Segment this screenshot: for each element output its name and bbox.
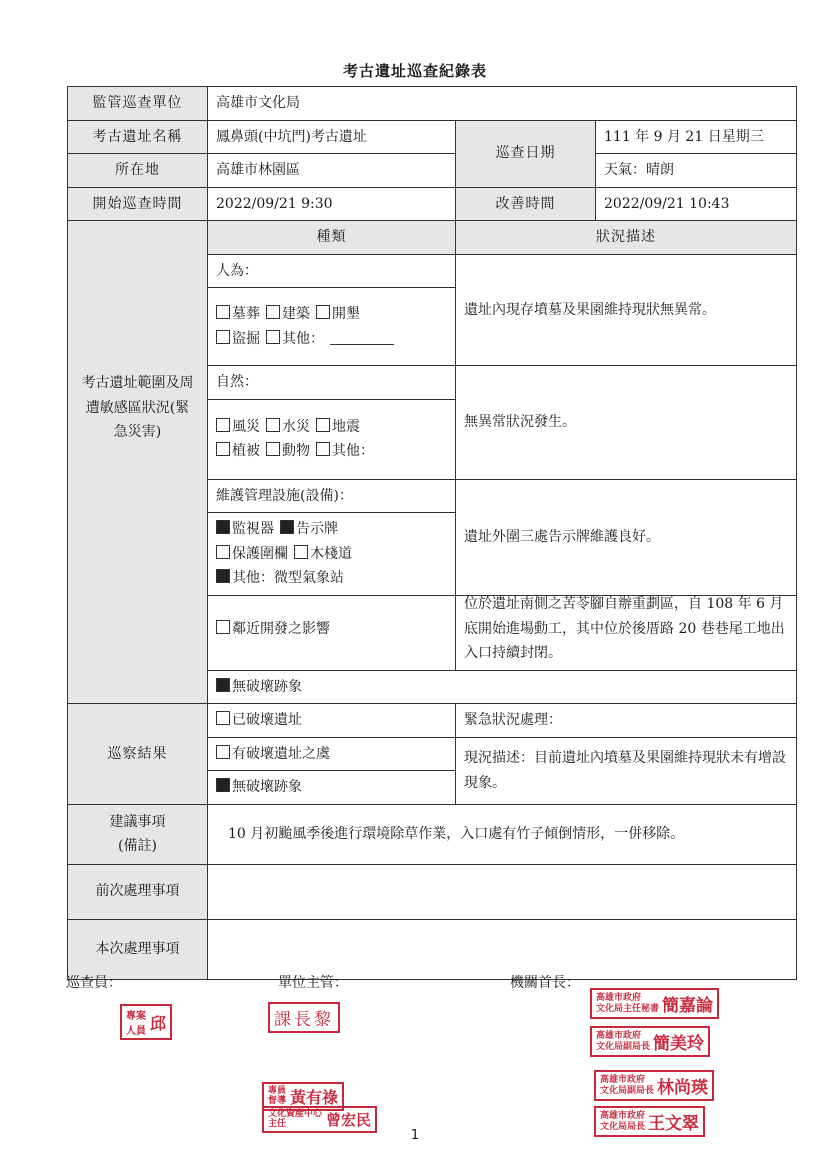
supervisor-seal-2: 專員 督導 黃有祿: [262, 1082, 344, 1111]
head-seal-4: 高雄市政府 文化局局長 王文翠: [594, 1106, 705, 1137]
page-number: 1: [410, 1128, 420, 1143]
option-checkbox[interactable]: [294, 545, 308, 559]
unit-value: 高雄市文化局: [208, 87, 797, 121]
weather-value: 天氣：晴朗: [596, 154, 797, 188]
location-value: 高雄市林園區: [208, 154, 456, 188]
form-title: 考古遺址巡查紀錄表: [342, 62, 487, 80]
option: 動物: [266, 443, 310, 459]
head-seal-3: 高雄市政府 文化局副局長 林尚瑛: [594, 1070, 714, 1101]
prev-value: [208, 864, 797, 919]
no-trace-checkbox[interactable]: [216, 778, 230, 792]
option-checkbox[interactable]: [216, 305, 230, 319]
location-label: 所在地: [68, 154, 208, 188]
option: 地震: [316, 419, 360, 435]
emergency-label: 緊急狀況處理：: [456, 704, 797, 738]
option: 建築: [266, 306, 310, 322]
supervisor-seal-3: 文化資產中心 主任 曾宏民: [262, 1106, 377, 1133]
option-checkbox[interactable]: [266, 305, 280, 319]
site-name-label: 考古遺址名稱: [68, 120, 208, 154]
option-checkbox[interactable]: [280, 520, 294, 534]
human-options: [208, 288, 456, 366]
option: 墓葬: [216, 306, 260, 322]
natural-title: 自然：: [208, 366, 456, 400]
result-label: 巡察結果: [68, 704, 208, 805]
option: 植被: [216, 443, 260, 459]
facility-desc: 遺址外圍三處告示牌維護良好。: [456, 479, 797, 595]
option-checkbox[interactable]: [216, 569, 230, 583]
human-title: 人為：: [208, 254, 456, 288]
improve-time-label: 改善時間: [456, 187, 596, 221]
option: 保護圍欄: [216, 546, 288, 562]
option-checkbox[interactable]: [316, 305, 330, 319]
natural-desc: 無異常狀況發生。: [456, 366, 797, 480]
status-desc: 現況描述：目前遺址內墳墓及果園維持現狀未有增設現象。: [456, 737, 797, 804]
inspector-seal: 專案 人員 邱: [120, 1004, 172, 1040]
no-damage-checkbox[interactable]: [216, 678, 230, 692]
head-seal-2: 高雄市政府 文化局副局長 簡美玲: [590, 1026, 710, 1057]
blank-line: [330, 332, 394, 345]
nearby-option: 鄰近開發之影響: [208, 588, 456, 670]
destroyed-checkbox[interactable]: [216, 711, 230, 725]
current-label: 本次處理事項: [68, 919, 208, 979]
area-status-continued: [68, 588, 208, 704]
option: 水災: [266, 419, 310, 435]
desc-header: 狀況描述: [456, 221, 797, 255]
supervisor-seal: 課長黎: [268, 1002, 340, 1033]
option-checkbox[interactable]: [266, 330, 280, 344]
option-checkbox[interactable]: [216, 330, 230, 344]
inspector-label: 巡查員：: [66, 975, 122, 991]
option: 風災: [216, 419, 260, 435]
unit-label: 監管巡查單位: [68, 87, 208, 121]
supervisor-label: 單位主管：: [278, 975, 348, 991]
patrol-date-label: 巡查日期: [456, 120, 596, 187]
suggest-label: 建議事項 (備註): [68, 804, 208, 864]
patrol-record-table: [67, 86, 797, 671]
option: 其他：: [316, 443, 374, 459]
nearby-checkbox[interactable]: [216, 620, 230, 634]
date-value: 111 年 9 月 21 日星期三: [596, 120, 797, 154]
nearby-desc: 位於遺址南側之苦苓腳自辦重劃區，自 108 年 6 月底開始進場動工，其中位於後厝路 20 巷巷尾工地出入口持續封閉。: [456, 588, 797, 670]
human-desc: 遺址內現存墳墓及果園維持現狀無異常。: [456, 254, 797, 366]
option-checkbox[interactable]: [316, 442, 330, 456]
result-option-2: 有破壞遺址之虞: [208, 737, 456, 771]
facility-options: [208, 513, 456, 596]
option: 木棧道: [294, 546, 352, 562]
risk-checkbox[interactable]: [216, 745, 230, 759]
result-option-3: 無破壞跡象: [208, 771, 456, 805]
start-time-label: 開始巡查時間: [68, 187, 208, 221]
option: 開墾: [316, 306, 360, 322]
option: 其他：微型氣象站: [216, 570, 344, 586]
head-seal-1: 高雄市政府 文化局主任秘書 簡嘉論: [590, 988, 719, 1019]
option-checkbox[interactable]: [216, 442, 230, 456]
no-damage-option: 無破壞跡象: [208, 670, 797, 704]
option-checkbox[interactable]: [316, 418, 330, 432]
improve-time-value: 2022/09/21 10:43: [596, 187, 797, 221]
option-checkbox[interactable]: [216, 418, 230, 432]
option-checkbox[interactable]: [266, 442, 280, 456]
result-option-1: 已破壞遺址: [208, 704, 456, 738]
option: 告示牌: [280, 521, 338, 537]
facility-title: 維護管理設施(設備)：: [208, 479, 456, 513]
head-label: 機關首長：: [510, 975, 580, 991]
option: 盜掘: [216, 331, 260, 347]
option-checkbox[interactable]: [216, 520, 230, 534]
current-value: [208, 919, 797, 979]
prev-label: 前次處理事項: [68, 864, 208, 919]
site-name-value: 鳳鼻頭(中坑門)考古遺址: [208, 120, 456, 154]
start-time-value: 2022/09/21 9:30: [208, 187, 456, 221]
option-checkbox[interactable]: [216, 545, 230, 559]
option: 其他：: [266, 331, 324, 347]
option: 監視器: [216, 521, 274, 537]
patrol-record-table-lower: [67, 588, 797, 980]
natural-options: [208, 399, 456, 479]
suggest-value: 10 月初颱風季後進行環境除草作業，入口處有竹子傾倒情形，一併移除。: [208, 804, 797, 864]
option-checkbox[interactable]: [266, 418, 280, 432]
category-header: 種類: [208, 221, 456, 255]
area-status-label: 考古遺址範圍及周遭敏感區狀況(緊急災害): [68, 221, 208, 596]
